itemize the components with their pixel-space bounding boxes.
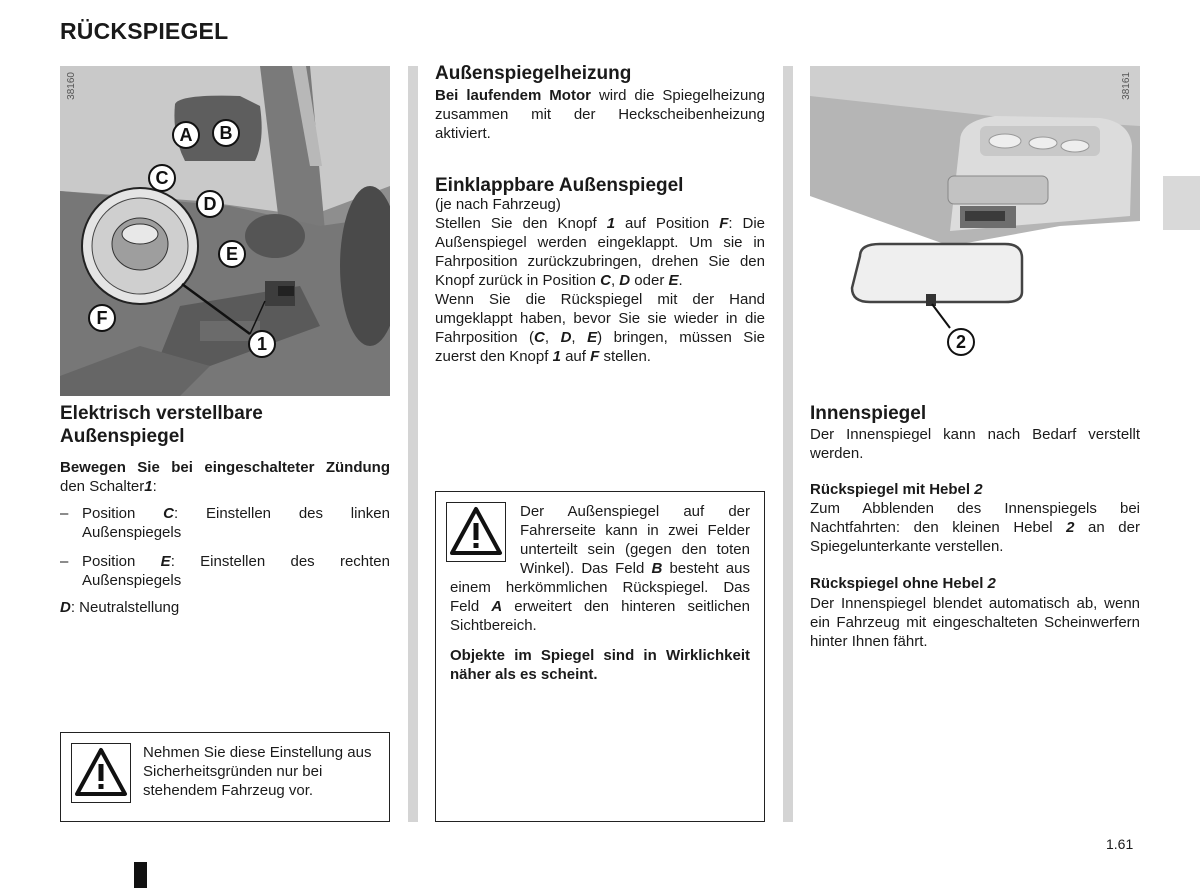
image-id-38161: 38161	[1121, 72, 1132, 100]
heading-folding-mirrors: Einklappbare Außenspiegel	[435, 175, 684, 196]
ref-num: 2	[1066, 519, 1075, 536]
text-run: Rückspiegel ohne Hebel	[810, 575, 988, 592]
warning-icon-frame	[71, 743, 131, 803]
text-run: Wenn Sie die Rückspiegel mit der Hand umgeklappt haben, bevor Sie sie wieder in die Fahrposition (	[435, 291, 765, 346]
text-run: ) bringen, müssen Sie zuerst den Knopf	[435, 329, 765, 365]
text-run: .	[678, 272, 683, 289]
heating-rest: wird die Spiegelheizung zusammen mit der Heckscheibenheizung aktiviert.	[435, 87, 765, 142]
intro-bold: Bewegen Sie bei eingeschalteter Zündung	[60, 459, 390, 476]
callout-1: 1	[248, 330, 276, 358]
list-dash: –	[60, 553, 69, 570]
neutral-letter: D	[60, 599, 71, 616]
column-divider-left	[408, 66, 418, 822]
lever-text	[810, 499, 1140, 556]
list-letter: E	[160, 553, 171, 570]
heading-electric-mirrors: Elektrisch verstellbare Außenspiegel	[60, 403, 263, 447]
text-run: besteht aus einem herkömmlichen Rückspiegel. Das Feld	[450, 560, 750, 615]
ref-letter: C	[600, 272, 611, 289]
text-run: an der Spiegelunterkante verstellen.	[810, 519, 1140, 555]
nolever-heading	[810, 574, 996, 593]
callout-E: E	[218, 240, 246, 268]
ref-num: 2	[974, 481, 983, 498]
warning-text-left: Nehmen Sie diese Einstellung aus Sicherheitsgründen nur bei stehendem Fahrzeug vor.	[143, 744, 372, 799]
text-run: : Die Außenspiegel werden eingeklappt. Um sie in Fahrposition zurückzubringen, drehen Sie den Knopf zurück in Position	[435, 215, 766, 289]
ref-num: 1	[552, 348, 561, 365]
list-dash: –	[60, 505, 69, 522]
interior-mirror-intro: Der Innenspiegel kann nach Bedarf verstellt werden.	[810, 426, 1140, 462]
ref-letter: F	[719, 215, 729, 232]
callout-F: F	[88, 304, 116, 332]
intro-end: :	[152, 478, 157, 495]
section-thumb-tab	[1163, 176, 1200, 230]
folding-subtitle: (je nach Fahrzeug)	[435, 196, 561, 213]
ref-letter: E	[668, 272, 679, 289]
list-letter: C	[163, 505, 175, 522]
folding-paragraph-1	[435, 214, 765, 290]
warning-box-left	[60, 732, 390, 822]
text-run: Stellen Sie den Knopf	[435, 215, 607, 232]
page-title: RÜCKSPIEGEL	[60, 18, 229, 44]
rearview-mirror-photo	[810, 66, 1140, 396]
text-run: auf Position	[615, 215, 720, 232]
intro-text	[60, 458, 390, 496]
intro-rest: den Schalter	[60, 478, 145, 495]
neutral-text: : Neutralstellung	[70, 599, 180, 616]
text-run: Zum Abblenden des Innenspiegels bei Nachtfahrten: den kleinen Hebel	[810, 500, 1140, 536]
callout-C: C	[148, 164, 176, 192]
text-run: oder	[630, 272, 669, 289]
warning-triangle-icon	[72, 744, 130, 802]
folding-paragraph-2	[435, 290, 765, 366]
callout-A: A	[172, 121, 200, 149]
warning-box-middle	[435, 491, 765, 822]
text-run: ,	[544, 329, 561, 346]
text-run: Rückspiegel mit Hebel	[810, 481, 975, 498]
image-id-38160: 38160	[66, 72, 77, 100]
callout-B: B	[212, 119, 240, 147]
ref-letter: D	[560, 329, 572, 346]
ref-letter: D	[619, 272, 631, 289]
ref-letter: E	[587, 329, 598, 346]
list-text: : Einstellen des rechten Außenspiegels	[82, 553, 390, 589]
page-number: 1.61	[1106, 836, 1134, 852]
rearview-mirror-illustration	[810, 66, 1140, 396]
ref-letter: C	[534, 329, 545, 346]
lever-heading	[810, 480, 983, 499]
list-prefix: Position	[82, 553, 161, 570]
text-run: ,	[610, 272, 620, 289]
heading-mirror-heating: Außenspiegelheizung	[435, 63, 632, 84]
ref-num: 2	[987, 575, 996, 592]
list-item	[60, 504, 390, 542]
door-switch-photo	[60, 66, 390, 396]
callout-D: D	[196, 190, 224, 218]
nolever-text: Der Innenspiegel blendet automatisch ab, wenn ein Fahrzeug mit eingeschalteten Scheinwerfern hinter Ihnen fährt.	[810, 595, 1140, 650]
heating-bold: Bei laufendem Motor	[435, 87, 591, 104]
text-run: Der Außenspiegel auf der Fahrerseite kann in zwei Felder unterteilt sein (gegen den toten Winkel). Das Feld	[520, 503, 750, 577]
text-run: auf	[560, 348, 591, 365]
warning-text-middle	[450, 502, 750, 635]
heating-text	[435, 86, 765, 143]
ref-letter: F	[590, 348, 600, 365]
callout-2: 2	[947, 328, 975, 356]
list-text: : Einstellen des linken Außenspiegels	[82, 505, 390, 541]
neutral-position	[60, 598, 390, 617]
ref-num: 1	[606, 215, 616, 232]
ref-letter: A	[491, 598, 503, 615]
list-item	[60, 552, 390, 590]
list-prefix: Position	[82, 505, 164, 522]
column-divider-right	[783, 66, 793, 822]
ref-letter: B	[651, 560, 663, 577]
text-run: erweitert den hinteren seitlichen Sichtbereich.	[450, 598, 750, 634]
bottom-marker-bar	[134, 862, 147, 888]
text-run: ,	[571, 329, 588, 346]
warning-bold-note: Objekte im Spiegel sind in Wirklichkeit näher als es scheint.	[450, 647, 750, 683]
text-run: stellen.	[599, 348, 651, 365]
door-switch-illustration	[60, 66, 390, 396]
heading-interior-mirror: Innenspiegel	[810, 403, 927, 424]
intro-num: 1	[144, 478, 153, 495]
